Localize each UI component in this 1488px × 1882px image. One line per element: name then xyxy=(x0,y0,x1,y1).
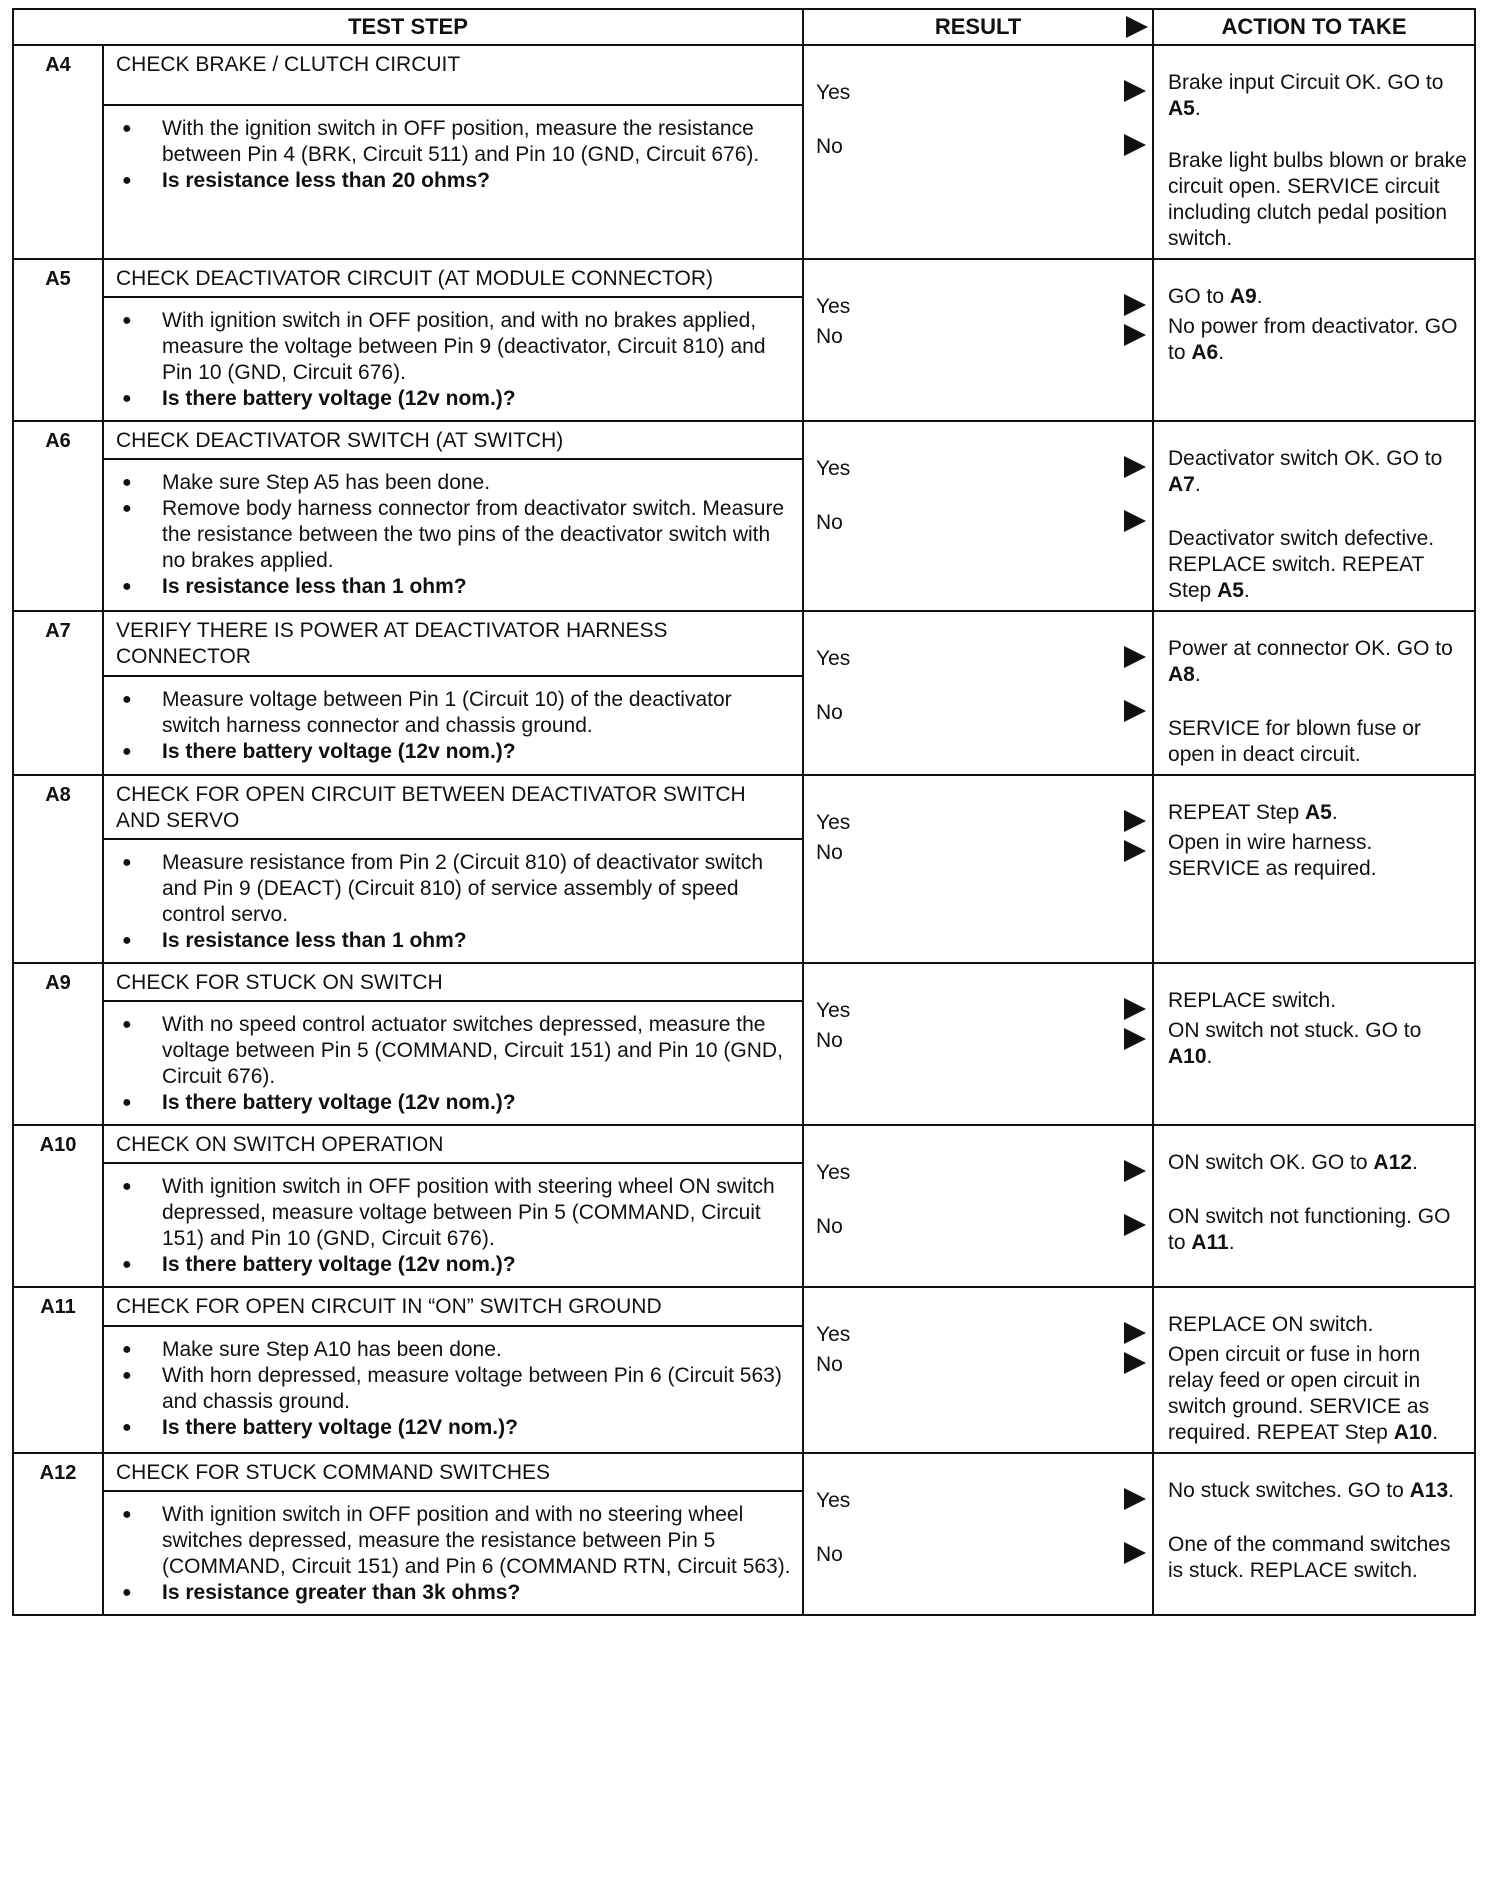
action-yes-text: REPLACE switch. xyxy=(1168,989,1337,1012)
action-yes xyxy=(1168,284,1468,310)
step-body xyxy=(103,1163,803,1287)
step-question: ● Is there battery voltage (12V nom.)? xyxy=(122,1415,794,1441)
step-instruction: ● With the ignition switch in OFF position, measure the resistance between Pin 4 (BRK, Circuit 511) and Pin 10 (GND, Circuit 676). xyxy=(122,116,794,168)
result-no-row xyxy=(804,510,1152,536)
step-bullet-list xyxy=(122,850,794,954)
action-yes-ref: A8 xyxy=(1168,663,1195,686)
step-question: ● Is resistance less than 1 ohm? xyxy=(122,574,794,600)
step-title-row xyxy=(13,775,1475,839)
arrow-right-icon xyxy=(1124,510,1146,532)
step-body xyxy=(103,1491,803,1615)
result-no: No xyxy=(816,1029,843,1052)
result-yes: Yes xyxy=(816,1161,851,1184)
action-yes-tail: . xyxy=(1256,285,1263,308)
result-no-row xyxy=(804,324,1152,350)
step-id: A10 xyxy=(13,1125,103,1287)
result-yes-row xyxy=(804,1322,1152,1348)
result-yes: Yes xyxy=(816,295,851,318)
step-action-cell xyxy=(1153,421,1475,611)
arrow-right-icon xyxy=(1124,998,1146,1020)
step-body xyxy=(103,1326,803,1453)
step-id: A11 xyxy=(13,1287,103,1453)
step-id: A7 xyxy=(13,611,103,775)
step-question: ● Is there battery voltage (12v nom.)? xyxy=(122,739,794,765)
result-yes-row xyxy=(804,810,1152,836)
header-test-step: TEST STEP xyxy=(13,9,803,45)
step-title-row xyxy=(13,1453,1475,1491)
action-yes-text: No stuck switches. GO to xyxy=(1168,1479,1410,1502)
step-action-cell xyxy=(1153,611,1475,775)
step-result-cell xyxy=(803,259,1153,421)
result-no: No xyxy=(816,135,843,158)
step-instruction: ● Make sure Step A10 has been done. xyxy=(122,1337,794,1363)
arrow-right-icon xyxy=(1124,324,1146,346)
step-bullet-list xyxy=(122,1012,794,1116)
action-no xyxy=(1168,830,1468,882)
action-no-ref: A5 xyxy=(1217,579,1244,602)
action-no-text: ON switch not functioning. GO to xyxy=(1168,1205,1451,1254)
step-bullet-list xyxy=(122,116,794,194)
step-result-cell xyxy=(803,421,1153,611)
step-instruction: ● With horn depressed, measure voltage between Pin 6 (Circuit 563) and chassis ground. xyxy=(122,1363,794,1415)
step-body xyxy=(103,676,803,775)
action-no-ref: A10 xyxy=(1393,1421,1433,1444)
result-no: No xyxy=(816,325,843,348)
action-yes-text: GO to xyxy=(1168,285,1230,308)
step-title: CHECK ON SWITCH OPERATION xyxy=(103,1125,803,1163)
action-yes-text: Deactivator switch OK. GO to xyxy=(1168,447,1443,470)
action-yes-ref: A13 xyxy=(1409,1479,1449,1502)
result-yes: Yes xyxy=(816,647,851,670)
step-bullet-list xyxy=(122,308,794,412)
action-no xyxy=(1168,716,1468,768)
result-no: No xyxy=(816,841,843,864)
step-action-cell xyxy=(1153,45,1475,259)
step-body xyxy=(103,297,803,421)
step-result-cell xyxy=(803,1287,1153,1453)
step-title-row xyxy=(13,259,1475,297)
result-no: No xyxy=(816,1353,843,1376)
step-title-row xyxy=(13,963,1475,1001)
action-yes-ref: A5 xyxy=(1304,801,1332,824)
action-yes xyxy=(1168,988,1468,1014)
step-title: VERIFY THERE IS POWER AT DEACTIVATOR HARNESS CONNECTOR xyxy=(103,611,803,676)
step-action-cell xyxy=(1153,1287,1475,1453)
step-action-cell xyxy=(1153,259,1475,421)
result-yes-row xyxy=(804,998,1152,1024)
step-instruction: ● With no speed control actuator switches depressed, measure the voltage between Pin 5 (COMMAND, Circuit 151) and Pin 10 (GND, Circuit 676). xyxy=(122,1012,794,1090)
arrow-right-icon xyxy=(1124,1160,1146,1182)
action-no-tail: . xyxy=(1228,1231,1235,1254)
action-no-text: One of the command switches is stuck. REPLACE switch. xyxy=(1168,1533,1451,1582)
arrow-right-icon xyxy=(1124,1028,1146,1050)
action-yes-tail: . xyxy=(1331,801,1338,824)
result-yes: Yes xyxy=(816,1489,851,1512)
arrow-right-icon xyxy=(1124,80,1146,102)
header-result-label: RESULT xyxy=(934,14,1022,39)
action-no xyxy=(1168,314,1468,366)
step-bullet-list xyxy=(122,687,794,765)
action-no-ref: A11 xyxy=(1191,1231,1229,1254)
action-no-text: ON switch not stuck. GO to xyxy=(1168,1019,1422,1042)
step-title-row xyxy=(13,45,1475,105)
action-no-ref: A10 xyxy=(1168,1045,1207,1068)
step-id: A8 xyxy=(13,775,103,963)
action-yes-text: ON switch OK. GO to xyxy=(1168,1151,1374,1174)
action-no-text: Brake light bulbs blown or brake circuit open. SERVICE circuit including clutch pedal position switch. xyxy=(1168,149,1467,250)
arrow-right-icon xyxy=(1124,294,1146,316)
action-no xyxy=(1168,148,1468,252)
step-result-cell xyxy=(803,963,1153,1125)
step-id: A6 xyxy=(13,421,103,611)
step-bullet-list xyxy=(122,470,794,600)
step-instruction: ● Remove body harness connector from deactivator switch. Measure the resistance between the two pins of the deactivator switch with no brakes applied. xyxy=(122,496,794,574)
step-question: ● Is there battery voltage (12v nom.)? xyxy=(122,1090,794,1116)
step-instruction: ● With ignition switch in OFF position with steering wheel ON switch depressed, measure voltage between Pin 5 (COMMAND, Circuit 151) and Pin 10 (GND, Circuit 676). xyxy=(122,1174,794,1252)
result-no-row xyxy=(804,1542,1152,1568)
step-question: ● Is there battery voltage (12v nom.)? xyxy=(122,386,794,412)
action-yes xyxy=(1168,70,1468,122)
step-title-row xyxy=(13,1125,1475,1163)
result-yes: Yes xyxy=(816,1323,851,1346)
diagnostic-table xyxy=(12,8,1476,1616)
step-bullet-list xyxy=(122,1337,794,1441)
action-yes xyxy=(1168,800,1468,826)
step-action-cell xyxy=(1153,963,1475,1125)
step-question: ● Is resistance less than 1 ohm? xyxy=(122,928,794,954)
step-title: CHECK FOR OPEN CIRCUIT IN “ON” SWITCH GROUND xyxy=(103,1287,803,1326)
step-body xyxy=(103,1001,803,1125)
step-body xyxy=(103,105,803,259)
action-yes-tail: . xyxy=(1194,97,1201,120)
result-yes-row xyxy=(804,80,1152,106)
result-no: No xyxy=(816,1543,843,1566)
step-body xyxy=(103,459,803,611)
step-action-cell xyxy=(1153,1125,1475,1287)
step-instruction: ● With ignition switch in OFF position, and with no brakes applied, measure the voltage between Pin 9 (deactivator, Circuit 810) and Pin 10 (GND, Circuit 676). xyxy=(122,308,794,386)
action-no-text: No power from deactivator. GO to xyxy=(1168,315,1458,364)
step-instruction: ● Measure voltage between Pin 1 (Circuit 10) of the deactivator switch harness connector and chassis ground. xyxy=(122,687,794,739)
step-result-cell xyxy=(803,611,1153,775)
result-yes-row xyxy=(804,646,1152,672)
step-title: CHECK BRAKE / CLUTCH CIRCUIT xyxy=(103,45,803,105)
step-title-row xyxy=(13,421,1475,459)
action-yes xyxy=(1168,1150,1468,1176)
arrow-right-icon xyxy=(1124,1488,1146,1510)
step-result-cell xyxy=(803,45,1153,259)
result-yes-row xyxy=(804,294,1152,320)
step-title: CHECK DEACTIVATOR CIRCUIT (AT MODULE CONNECTOR) xyxy=(103,259,803,297)
result-no: No xyxy=(816,701,843,724)
arrow-right-icon xyxy=(1124,646,1146,668)
action-no xyxy=(1168,1204,1468,1256)
action-yes-ref: A7 xyxy=(1168,473,1195,496)
action-no xyxy=(1168,1342,1468,1446)
result-no-row xyxy=(804,840,1152,866)
action-no-text: Open in wire harness. SERVICE as required. xyxy=(1168,831,1377,880)
step-result-cell xyxy=(803,1453,1153,1615)
result-no-row xyxy=(804,1352,1152,1378)
result-no: No xyxy=(816,511,843,534)
arrow-right-icon xyxy=(1124,1352,1146,1374)
action-yes-text: Power at connector OK. GO to xyxy=(1168,637,1453,660)
action-yes-tail: . xyxy=(1194,663,1201,686)
step-action-cell xyxy=(1153,775,1475,963)
arrow-right-icon xyxy=(1124,134,1146,156)
arrow-right-icon xyxy=(1124,1542,1146,1564)
result-no-row xyxy=(804,1028,1152,1054)
step-bullet-list xyxy=(122,1502,794,1606)
step-instruction: ● With ignition switch in OFF position and with no steering wheel switches depressed, measure the resistance between Pin 5 (COMMAND, Circuit 151) and Pin 6 (COMMAND RTN, Circuit 563). xyxy=(122,1502,794,1580)
result-yes-row xyxy=(804,1488,1152,1514)
result-yes: Yes xyxy=(816,457,851,480)
action-yes-ref: A5 xyxy=(1168,97,1195,120)
action-yes-tail: . xyxy=(1194,473,1201,496)
arrow-right-icon xyxy=(1124,840,1146,862)
header-row xyxy=(13,9,1475,45)
arrow-right-icon xyxy=(1124,1322,1146,1344)
action-no-ref: A6 xyxy=(1191,341,1219,364)
step-question: ● Is resistance less than 20 ohms? xyxy=(122,168,794,194)
diagnostic-table-page xyxy=(12,8,1474,1616)
action-yes-tail: . xyxy=(1448,1479,1454,1502)
step-id: A9 xyxy=(13,963,103,1125)
step-title: CHECK FOR STUCK ON SWITCH xyxy=(103,963,803,1001)
action-yes-text: REPLACE ON switch. xyxy=(1168,1313,1374,1336)
step-id: A5 xyxy=(13,259,103,421)
step-id: A4 xyxy=(13,45,103,259)
step-title: CHECK DEACTIVATOR SWITCH (AT SWITCH) xyxy=(103,421,803,459)
arrow-right-icon xyxy=(1124,700,1146,722)
step-title: CHECK FOR STUCK COMMAND SWITCHES xyxy=(103,1453,803,1491)
result-no-row xyxy=(804,700,1152,726)
step-question: ● Is resistance greater than 3k ohms? xyxy=(122,1580,794,1606)
action-yes xyxy=(1168,1312,1468,1338)
action-no xyxy=(1168,1018,1468,1070)
step-question: ● Is there battery voltage (12v nom.)? xyxy=(122,1252,794,1278)
action-yes xyxy=(1168,1478,1468,1504)
step-id: A12 xyxy=(13,1453,103,1615)
step-instruction: ● Make sure Step A5 has been done. xyxy=(122,470,794,496)
result-yes: Yes xyxy=(816,81,851,104)
action-no-tail: . xyxy=(1432,1421,1439,1444)
step-instruction: ● Measure resistance from Pin 2 (Circuit 810) of deactivator switch and Pin 9 (DEACT) (Circuit 810) of service assembly of speed control servo. xyxy=(122,850,794,928)
step-bullet-list xyxy=(122,1174,794,1278)
action-yes-text: REPEAT Step xyxy=(1168,801,1305,824)
step-title: CHECK FOR OPEN CIRCUIT BETWEEN DEACTIVATOR SWITCH AND SERVO xyxy=(103,775,803,839)
header-action: ACTION TO TAKE xyxy=(1153,9,1475,45)
action-yes-ref: A12 xyxy=(1373,1151,1412,1174)
action-no-tail: . xyxy=(1206,1045,1213,1068)
header-result xyxy=(803,9,1153,45)
arrow-right-icon xyxy=(1124,1214,1146,1236)
step-title-row xyxy=(13,1287,1475,1326)
result-yes: Yes xyxy=(816,811,851,834)
action-no-text: SERVICE for blown fuse or open in deact circuit. xyxy=(1168,717,1421,766)
action-yes-ref: A9 xyxy=(1229,285,1257,308)
action-yes-tail: . xyxy=(1411,1151,1418,1174)
action-no-tail: . xyxy=(1243,579,1250,602)
result-yes: Yes xyxy=(816,999,851,1022)
action-yes xyxy=(1168,446,1468,498)
result-no: No xyxy=(816,1215,843,1238)
result-no-row xyxy=(804,134,1152,160)
result-yes-row xyxy=(804,456,1152,482)
step-title-row xyxy=(13,611,1475,676)
step-result-cell xyxy=(803,1125,1153,1287)
action-no-text: Open circuit or fuse in horn relay feed or open circuit in switch ground. SERVICE as required. REPEAT Step xyxy=(1168,1343,1430,1444)
step-result-cell xyxy=(803,775,1153,963)
arrow-right-icon xyxy=(1124,810,1146,832)
action-no xyxy=(1168,1532,1468,1584)
step-body xyxy=(103,839,803,963)
arrow-right-icon xyxy=(1126,16,1148,38)
action-no-tail: . xyxy=(1218,341,1225,364)
action-no xyxy=(1168,526,1468,604)
action-no-text: Deactivator switch defective. REPLACE switch. REPEAT Step xyxy=(1168,527,1435,602)
action-yes-text: Brake input Circuit OK. GO to xyxy=(1168,71,1444,94)
step-action-cell xyxy=(1153,1453,1475,1615)
action-yes xyxy=(1168,636,1468,688)
arrow-right-icon xyxy=(1124,456,1146,478)
result-no-row xyxy=(804,1214,1152,1240)
result-yes-row xyxy=(804,1160,1152,1186)
